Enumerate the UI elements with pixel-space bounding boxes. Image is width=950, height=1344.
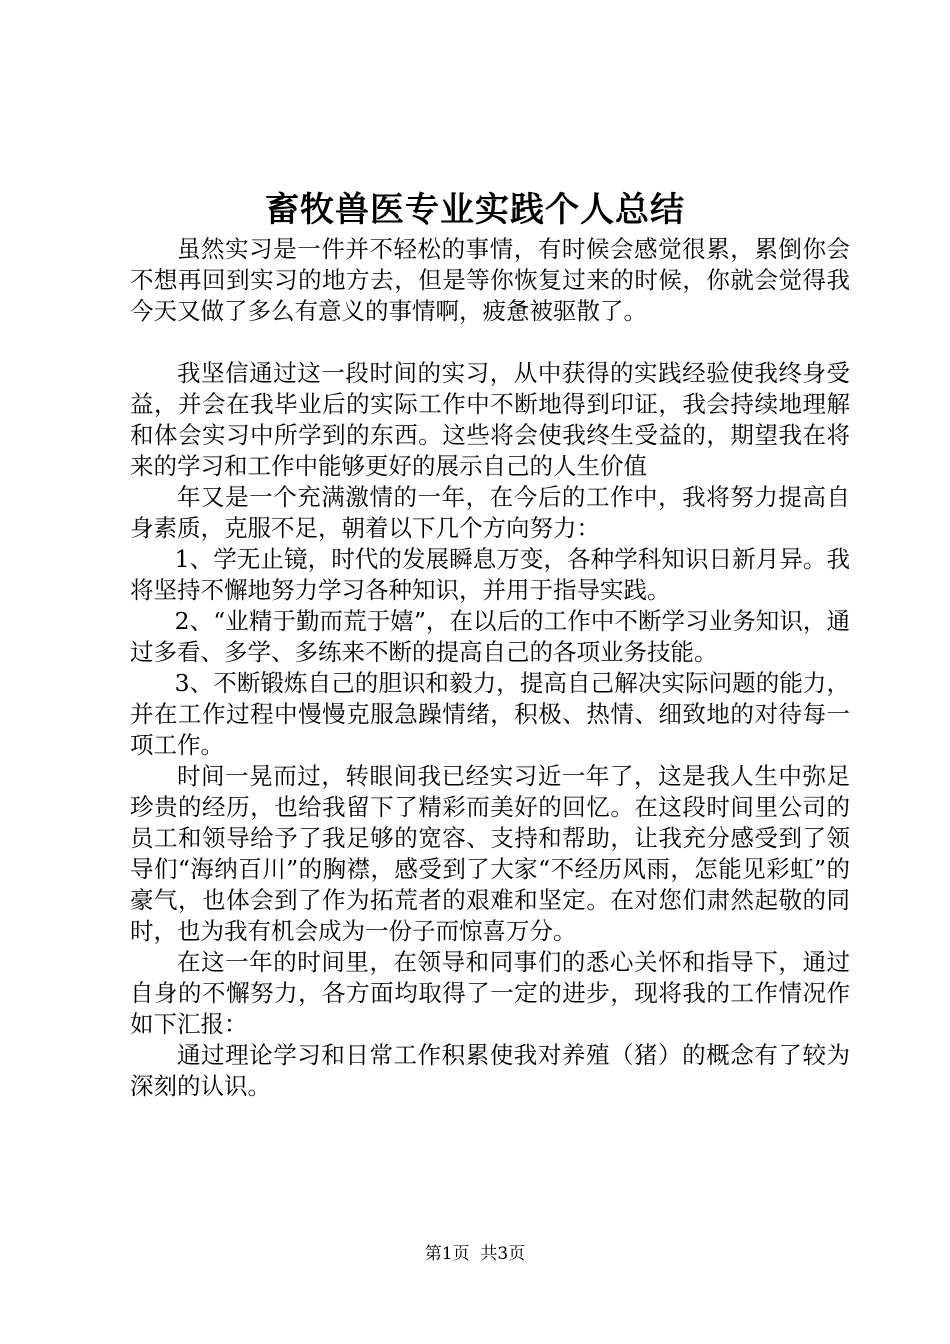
paragraph-new-year: 年又是一个充满激情的一年，在今后的工作中，我将努力提高自身素质，克服不足，朝着以下几个方向努力：	[130, 483, 850, 542]
document-title: 畜牧兽医专业实践个人总结	[265, 190, 685, 230]
list-item-3: 3、不断锻炼自己的胆识和毅力，提高自己解决实际问题的能力，并在工作过程中慢慢克服急躁情绪，积极、热情、细致地的对待每一项工作。	[130, 669, 850, 759]
document-body	[130, 234, 850, 1102]
paragraph-intro: 虽然实习是一件并不轻松的事情，有时候会感觉很累，累倒你会不想再回到实习的地方去，但是等你恢复过来的时候，你就会觉得我今天又做了多么有意义的事情啊，疲惫被驱散了。	[130, 235, 850, 325]
list-item-1: 1、学无止镜，时代的发展瞬息万变，各种学科知识日新月异。我将坚持不懈地努力学习各种知识，并用于指导实践。	[130, 545, 850, 604]
paragraph-belief: 我坚信通过这一段时间的实习，从中获得的实践经验使我终身受益，并会在我毕业后的实际工作中不断地得到印证，我会持续地理解和体会实习中所学到的东西。这些将会使我终生受益的，期望我在将来的学习和工作中能够更好的展示自己的人生价值	[130, 359, 850, 480]
paragraph-theory-study: 通过理论学习和日常工作积累使我对养殖（猪）的概念有了较为深刻的认识。	[130, 1041, 850, 1100]
list-item-2: 2、“业精于勤而荒于嬉”，在以后的工作中不断学习业务知识，通过多看、多学、多练来不断的提高自己的各项业务技能。	[130, 607, 850, 666]
page-footer: 第1页 共3页	[424, 1244, 526, 1264]
paragraph-progress-report: 在这一年的时间里，在领导和同事们的悉心关怀和指导下，通过自身的不懈努力，各方面均取得了一定的进步，现将我的工作情况作如下汇报：	[130, 948, 850, 1038]
paragraph-time-passed: 时间一晃而过，转眼间我已经实习近一年了，这是我人生中弥足珍贵的经历，也给我留下了精彩而美好的回忆。在这段时间里公司的员工和领导给予了我足够的宽容、支持和帮助，让我充分感受到了领导们“海纳百川”的胸襟，感受到了大家“不经历风雨，怎能见彩虹”的豪气，也体会到了作为拓荒者的艰难和坚定。在对您们肃然起敬的同时，也为我有机会成为一份子而惊喜万分。	[130, 762, 850, 945]
